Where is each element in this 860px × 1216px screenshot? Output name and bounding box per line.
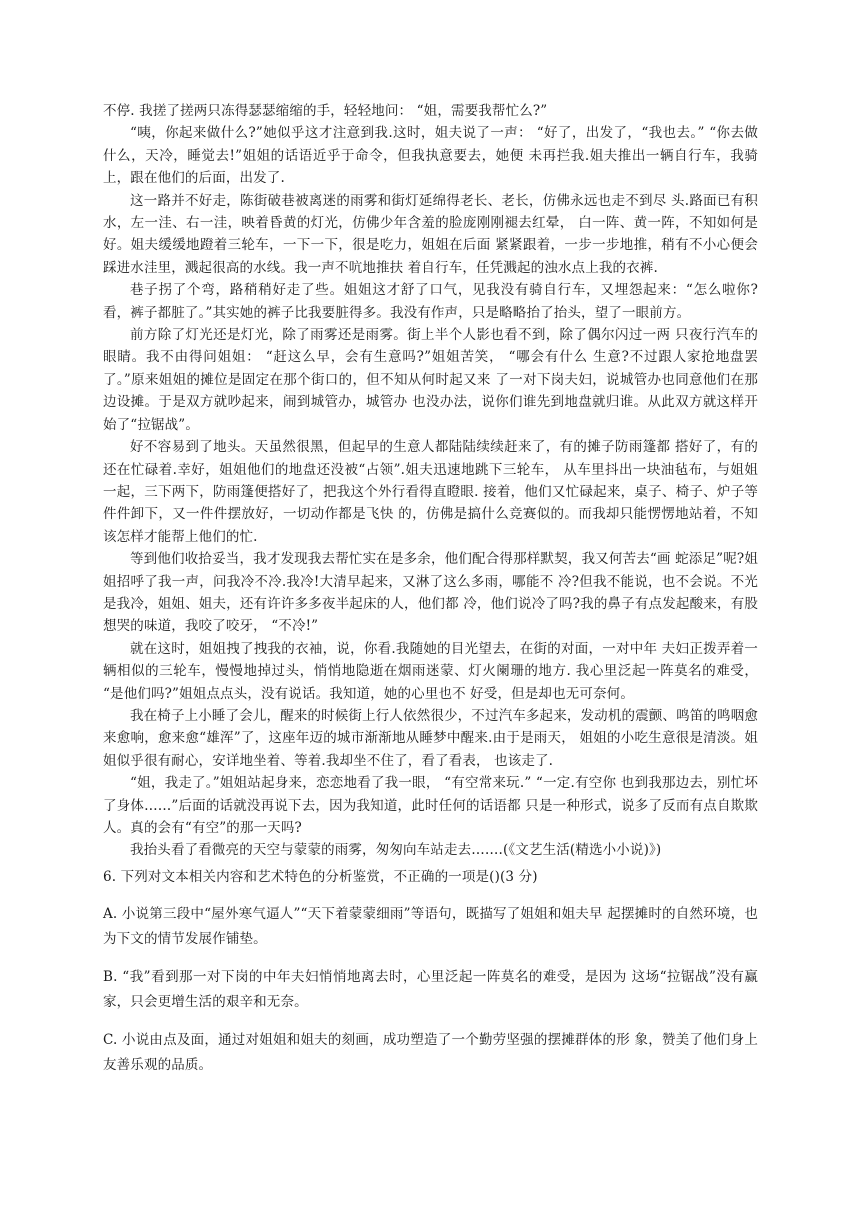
paragraph: 我在椅子上小睡了会儿，醒来的时候街上行人依然很少，不过汽车多起来，发动机的震颤、鸣笛的鸣咽愈来愈响，愈来愈“雄浑”了，这座年迈的城市渐渐地从睡梦中醒来.由于是雨天， 姐姐的小吃生意很是清淡。姐姐似乎很有耐心，安详地坐着、等着.我却坐不住了，看了看表， 也该走了.	[103, 707, 758, 769]
paragraph: 巷子拐了个弯，路稍稍好走了些。姐姐这才舒了口气，见我没有骑自行车，又埋怨起来：“怎么啦你?看，裤子都脏了。”其实她的裤子比我要脏得多。我没有作声，只是略略抬了抬头，望了一眼前方。	[103, 282, 758, 321]
paragraph: “姐，我走了。”姐姐站起身来，恋恋地看了我一眼， “有空常来玩.” “一定.有空你 也到我那边去，别忙坏了身体……”后面的话就没再说下去，因为我知道，此时任何的话语都 只是一种形式，说多了反而有点自欺欺人。真的会有“有空”的那一天吗?	[103, 775, 758, 836]
paragraph: “咦，你起来做什么?”她似乎这才注意到我.这时，姐夫说了一声： “好了，出发了，“我也去。” “你去做什么，天冷，睡觉去!”姐姐的话语近乎于命令，但我执意要去，她便 未再拦我.姐夫推出一辆自行车，我骑上，跟在他们的后面，出发了.	[103, 125, 758, 187]
document-page	[103, 100, 758, 1077]
answer-option-c: C. 小说由点及面，通过对姐姐和姐夫的刻画，成功塑造了一个勤劳坚强的摆摊群体的形 象，赞美了他们身上友善乐观的品质。	[103, 1032, 758, 1073]
question-stem: 6. 下列对文本相关内容和艺术特色的分析鉴赏，不正确的一项是()(3 分)	[103, 868, 538, 885]
paragraph: 就在这时，姐姐拽了拽我的衣袖，说，你看.我随她的目光望去，在街的对面，一对中年 夫妇正拨弄着一辆相似的三轮车，慢慢地掉过头，悄悄地隐逝在烟雨迷蒙、灯火阑珊的地方. 我心里泛起一阵莫名的难受， “是他们吗?”姐姐点点头，没有说话。我知道，她的心里也不 好受，但是却也无可奈何。	[103, 640, 758, 702]
answer-option-a: A. 小说第三段中“屋外寒气逼人”“天下着蒙蒙细雨”等语句，既描写了姐姐和姐夫早 起摆摊时的自然环境，也为下文的情节发展作铺垫。	[103, 906, 758, 947]
paragraph: 我抬头看了看微亮的天空与蒙蒙的雨雾，匆匆向车站走去…….(《文艺生活(精选小小说)》)	[130, 842, 662, 859]
paragraph: 等到他们收拾妥当，我才发现我去帮忙实在是多余，他们配合得那样默契，我又何苦去“画 蛇添足”呢?姐姐招呼了我一声，问我冷不冷.我冷!大清早起来，又淋了这么多雨，哪能不 冷?但我不能说，也不会说。不光是我冷，姐姐、姐夫，还有许许多多夜半起床的人，他们都 冷，他们说冷了吗?我的鼻子有点发起酸来，有股想哭的味道，我咬了咬牙， “不冷!”	[103, 551, 758, 635]
paragraph: 不停. 我搓了搓两只冻得瑟瑟缩缩的手，轻轻地问： “姐，需要我帮忙么?”	[103, 103, 548, 119]
answer-option-b: B. “我”看到那一对下岗的中年夫妇悄悄地离去时，心里泛起一阵莫名的难受，是因为 这场“拉锯战”没有赢家，只会更增生活的艰辛和无奈。	[103, 969, 758, 1010]
paragraph: 这一路并不好走，陈街破巷被离迷的雨雾和街灯延绵得老长、老长，仿佛永远也走不到尽 头.路面已有积水，左一洼、右一洼，映着昏黄的灯光，仿佛少年含羞的脸庞刚刚褪去红晕， 白一阵、黄一阵，不知如何是好。姐夫缓缓地蹬着三轮车，一下一下，很是吃力，姐姐在后面 紧紧跟着，一步一步地推，稍有不小心便会踩进水洼里，溅起很高的水线。我一声不吭地推扶 着自行车，任凭溅起的浊水点上我的衣裤.	[103, 192, 758, 276]
paragraph: 好不容易到了地头。天虽然很黑，但起早的生意人都陆陆续续赶来了，有的摊子防雨篷都 搭好了，有的还在忙碌着.幸好，姐姐他们的地盘还没被“占领”.姐夫迅速地跳下三轮车， 从车里抖出一块油毡布，与姐姐一起，三下两下，防雨篷便搭好了，把我这个外行看得直瞪眼. 接着，他们又忙碌起来，桌子、椅子、炉子等件件卸下，又一件件摆放好，一切动作都是飞快 的，仿佛是搞什么竞赛似的。而我却只能愣愣地站着，不知该怎样才能帮上他们的忙.	[103, 439, 758, 545]
paragraph: 前方除了灯光还是灯光，除了雨雾还是雨雾。街上半个人影也看不到，除了偶尔闪过一两 只夜行汽车的眼睛。我不由得问姐姐： “赶这么早，会有生意吗?”姐姐苦笑， “哪会有什么 生意?不过跟人家抢地盘罢了。”原来姐姐的摊位是固定在那个街口的，但不知从何时起又来 了一对下岗夫妇，说城管办也同意他们在那边设摊。于是双方就吵起来，闹到城管办，城管办 也没办法，说你们谁先到地盘就归谁。从此双方就这样开始了“拉锯战”。	[103, 327, 758, 433]
